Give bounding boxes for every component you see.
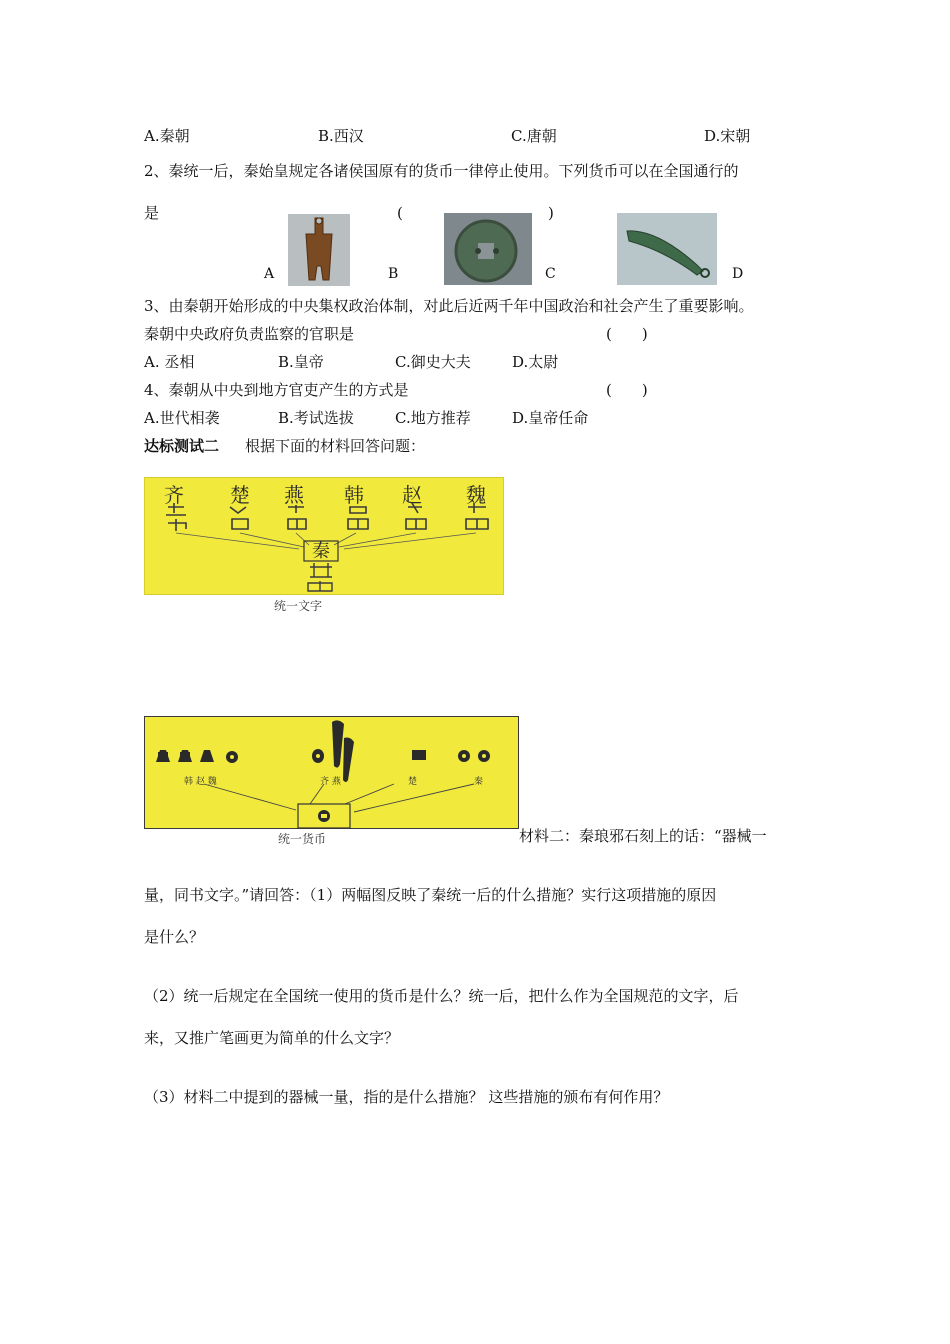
q4-option-b: B.考试选拔 xyxy=(278,409,354,427)
test2-intro: 根据下面的材料回答问题： xyxy=(245,437,426,455)
q2-label-b: B xyxy=(388,266,399,282)
q2-text-line1: 2、秦统一后，秦始皇规定各诸侯国原有的货币一律停止使用。下列货币可以在全国通行的 xyxy=(144,162,739,180)
q1-option-d: D.宋朝 xyxy=(704,127,751,145)
question3-line1: （3）材料二中提到的器械一量，指的是什么措施？ 这些措施的颁布有何作用？ xyxy=(144,1088,669,1106)
material2-line2: 量，同书文字。”请回答：（1）两幅图反映了秦统一后的什么措施？实行这项措施的原因 xyxy=(144,886,717,904)
test2-heading: 达标测试二 xyxy=(144,437,220,455)
unify-currency-figure xyxy=(144,716,519,846)
q3-paren: ( ) xyxy=(606,325,648,343)
spade-coin-image xyxy=(288,214,350,286)
q4-text: 4、秦朝从中央到地方官吏产生的方式是 xyxy=(144,381,409,399)
q2-paren-open: ( xyxy=(397,204,403,222)
q2-paren-close: ) xyxy=(548,204,554,222)
state-label-wei: 魏 xyxy=(466,483,486,507)
q3-text-line2: 秦朝中央政府负责监察的官职是 xyxy=(144,325,355,343)
currency-label-chu: 楚 xyxy=(408,777,418,787)
q3-option-c: C.御史大夫 xyxy=(395,353,471,371)
q3-option-d: D.太尉 xyxy=(512,353,559,371)
state-label-qi: 齐 xyxy=(164,483,184,507)
question2-line1: （2）统一后规定在全国统一使用的货币是什么？统一后，把什么作为全国规范的文字，后 xyxy=(144,987,739,1005)
material2-line3: 是什么？ xyxy=(144,928,205,946)
currency-drawing xyxy=(144,716,519,829)
center-qin-label: 秦 xyxy=(312,541,330,562)
q4-option-c: C.地方推荐 xyxy=(395,409,471,427)
q2-label-c: C xyxy=(545,266,556,282)
q4-option-a: A.世代相袭 xyxy=(144,409,220,427)
q2-label-a: A xyxy=(264,266,275,282)
q3-option-a: A. 丞相 xyxy=(144,353,195,371)
script-variants-drawing xyxy=(144,477,504,595)
currency-label-han-zhao-wei: 韩 赵 魏 xyxy=(184,777,217,787)
currency-label-qin: 秦 xyxy=(474,777,484,787)
q3-text-line1: 3、由秦朝开始形成的中央集权政治体制，对此后近两千年中国政治和社会产生了重要影响。 xyxy=(144,297,754,315)
figure1-caption: 统一文字 xyxy=(274,599,323,613)
state-label-zhao: 赵 xyxy=(402,483,422,507)
q2-text-line2: 是 xyxy=(144,204,160,222)
q2-label-d: D xyxy=(732,266,744,282)
q4-paren: ( ) xyxy=(606,381,648,399)
state-label-yan: 燕 xyxy=(284,483,304,507)
figure2-caption: 统一货币 xyxy=(278,832,327,846)
unify-writing-figure xyxy=(144,477,504,612)
q4-option-d: D.皇帝任命 xyxy=(512,409,589,427)
round-coin-image xyxy=(444,213,532,285)
q1-option-b: B.西汉 xyxy=(318,127,364,145)
state-label-han: 韩 xyxy=(344,483,364,507)
q1-option-c: C.唐朝 xyxy=(511,127,557,145)
currency-label-qi-yan: 齐 燕 xyxy=(320,777,341,787)
q3-option-b: B.皇帝 xyxy=(278,353,324,371)
q1-option-a: A.秦朝 xyxy=(144,127,190,145)
state-label-chu: 楚 xyxy=(230,483,250,507)
knife-coin-image xyxy=(617,213,717,285)
question2-line2: 来，又推广笔画更为简单的什么文字？ xyxy=(144,1029,400,1047)
material2-line1: 材料二：秦琅邪石刻上的话：“器械一 xyxy=(519,827,767,845)
